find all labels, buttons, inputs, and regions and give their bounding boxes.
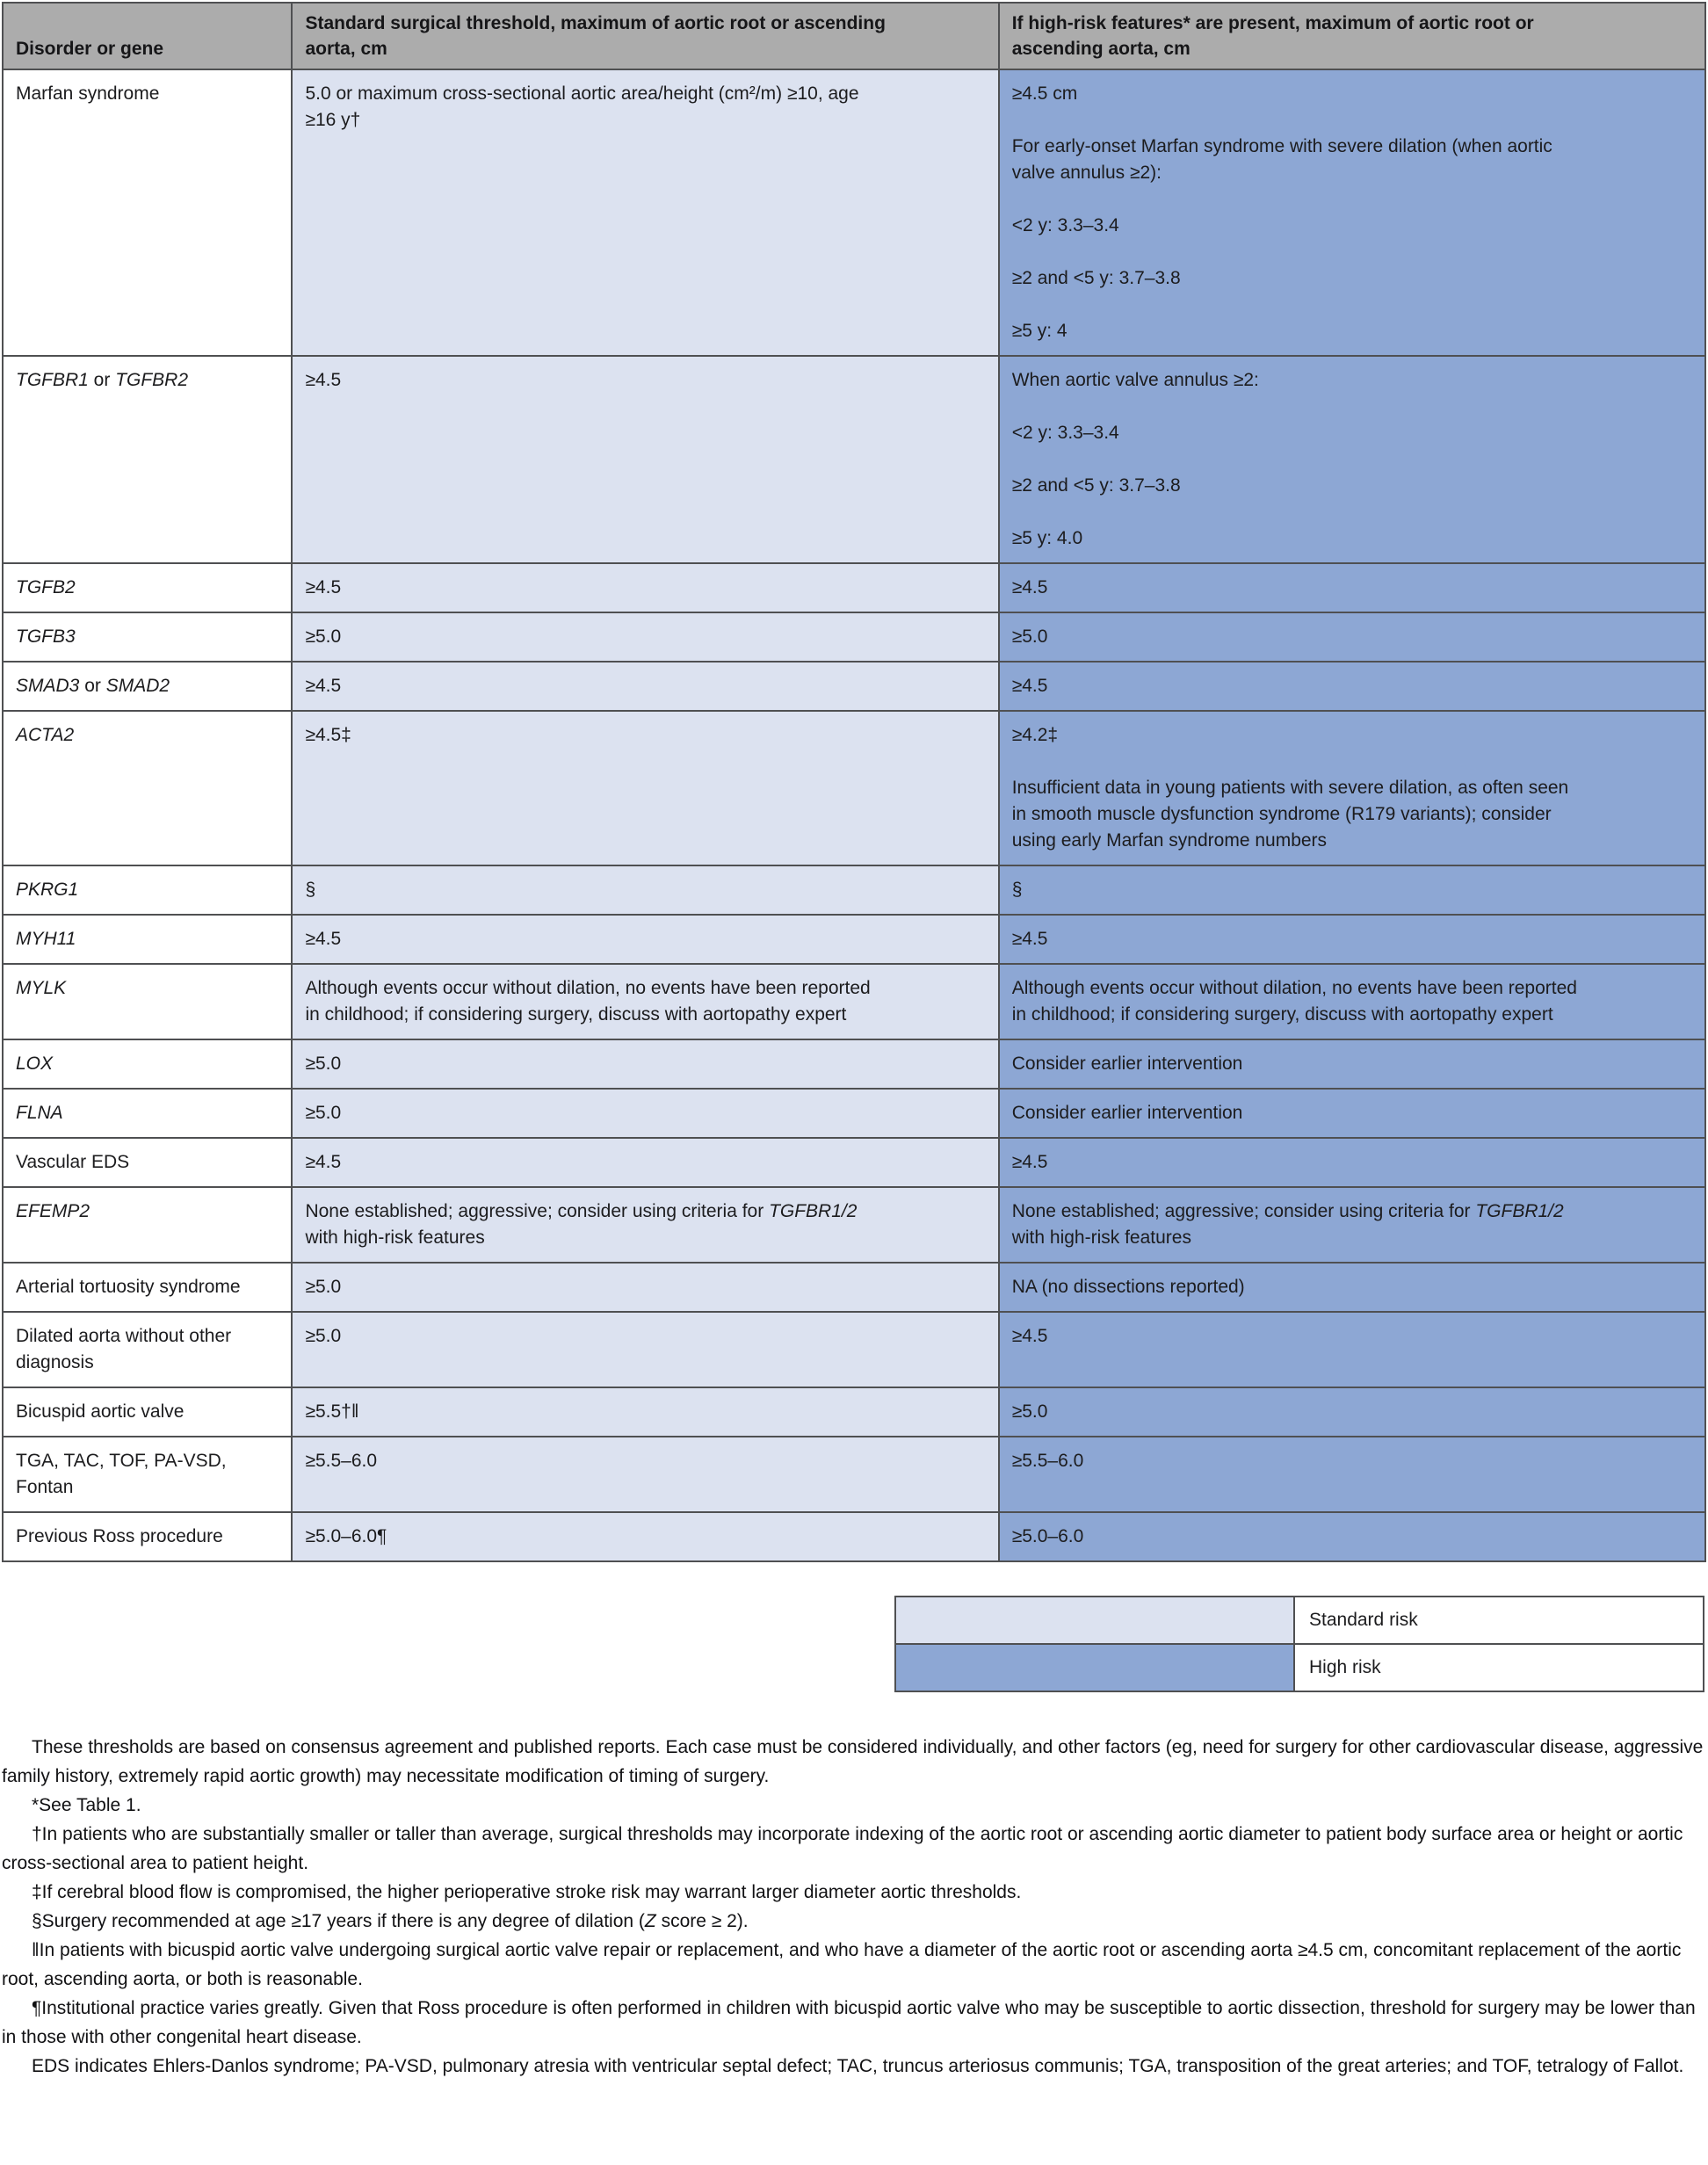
table-row (3, 915, 1705, 964)
footnotes (2, 1733, 1706, 2081)
standard-threshold-cell (292, 662, 998, 711)
legend-row-high (895, 1644, 1704, 1691)
cell-paragraph: § (305, 880, 316, 900)
disorder-cell: ACTA2 (3, 711, 292, 865)
footnote: *See Table 1. (32, 1795, 141, 1815)
standard-threshold-cell (292, 1138, 998, 1187)
disorder-cell: LOX (3, 1039, 292, 1089)
high-risk-cell (999, 1312, 1705, 1387)
disorder-cell: TGFBR1 or TGFBR2 (3, 356, 292, 563)
table-row (3, 1387, 1705, 1437)
cell-paragraph: ≥5.0 (305, 1326, 342, 1346)
table-row (3, 69, 1705, 356)
header-row (3, 3, 1705, 69)
footnote: These thresholds are based on consensus agreement and published reports. Each case must be considered individually, and other factors (eg, need for surgery for other cardiovascular disease, aggressive family history, extremely rapid aortic growth) may necessitate modification of timing of surgery. (2, 1737, 1704, 1786)
cell-paragraph: Insufficient data in young patients with severe dilation, as often seen in smooth muscle dysfunction syndrome (R179 variants); consider using early Marfan syndrome numbers (1011, 778, 1569, 851)
standard-threshold-cell (292, 1039, 998, 1089)
table-row (3, 612, 1705, 662)
table-row (3, 1138, 1705, 1187)
cell-paragraph: ≥4.5 (305, 929, 342, 949)
high-risk-cell (999, 1039, 1705, 1089)
table-row (3, 865, 1705, 915)
table-row (3, 1312, 1705, 1387)
cell-paragraph: ≥4.2‡ (1011, 725, 1059, 745)
table-row (3, 1263, 1705, 1312)
table-row (3, 662, 1705, 711)
high-risk-cell (999, 1437, 1705, 1512)
high-risk-cell (999, 1263, 1705, 1312)
table-row (3, 711, 1705, 865)
standard-threshold-cell (292, 1312, 998, 1387)
footnote: †In patients who are substantially smaller or taller than average, surgical thresholds may incorporate indexing of the aortic root or ascending aortic diameter to patient body surface area or height or aortic cross-sectional area to patient height. (2, 1824, 1683, 1873)
table-row (3, 964, 1705, 1039)
footnote: §Surgery recommended at age ≥17 years if there is any degree of dilation (Z score ≥ 2). (32, 1911, 749, 1931)
standard-threshold-cell (292, 1512, 998, 1561)
standard-threshold-cell (292, 915, 998, 964)
high-risk-cell (999, 69, 1705, 356)
cell-paragraph: ≥5.0–6.0¶ (305, 1526, 387, 1546)
disorder-cell: EFEMP2 (3, 1187, 292, 1263)
table-body (3, 69, 1705, 1561)
cell-paragraph: Consider earlier intervention (1011, 1103, 1243, 1123)
high-risk-cell (999, 563, 1705, 612)
disorder-cell: MYH11 (3, 915, 292, 964)
footnote: ¶Institutional practice varies greatly. Given that Ross procedure is often performed in children with bicuspid aortic valve who may be susceptible to aortic dissection, threshold for surgery may be lower than in those with other congenital heart disease. (2, 1998, 1696, 2047)
standard-threshold-cell (292, 964, 998, 1039)
cell-paragraph: ≥5.0 (305, 626, 342, 647)
high-risk-cell (999, 662, 1705, 711)
legend-row-standard (895, 1597, 1704, 1644)
disorder-cell: Previous Ross procedure (3, 1512, 292, 1561)
cell-paragraph: ≥2 and <5 y: 3.7–3.8 (1011, 475, 1181, 496)
cell-paragraph: ≥5 y: 4 (1011, 321, 1068, 341)
standard-risk-swatch (895, 1597, 1294, 1644)
table-row (3, 356, 1705, 563)
standard-threshold-cell (292, 356, 998, 563)
standard-risk-label: Standard risk (1294, 1597, 1704, 1644)
disorder-cell: Arterial tortuosity syndrome (3, 1263, 292, 1312)
cell-paragraph: ≥5 y: 4.0 (1011, 528, 1083, 548)
high-risk-cell (999, 711, 1705, 865)
standard-threshold-cell (292, 1387, 998, 1437)
cell-paragraph: ≥5.0 (1011, 1401, 1048, 1422)
disorder-cell: TGFB2 (3, 563, 292, 612)
cell-paragraph: NA (no dissections reported) (1011, 1277, 1245, 1297)
cell-paragraph: Consider earlier intervention (1011, 1054, 1243, 1074)
high-risk-cell (999, 612, 1705, 662)
disorder-cell: Bicuspid aortic valve (3, 1387, 292, 1437)
footnote: EDS indicates Ehlers-Danlos syndrome; PA-VSD, pulmonary atresia with ventricular septal defect; TAC, truncus arteriosus communis; TGA, transposition of the great arteries; and TOF, tetralogy of Fallot. (32, 2056, 1684, 2076)
disorder-cell: Vascular EDS (3, 1138, 292, 1187)
disorder-cell: Dilated aorta without other diagnosis (3, 1312, 292, 1387)
table-row (3, 1437, 1705, 1512)
disorder-cell: Marfan syndrome (3, 69, 292, 356)
cell-paragraph: For early-onset Marfan syndrome with severe dilation (when aortic valve annulus ≥2): (1011, 136, 1552, 183)
high-risk-cell (999, 865, 1705, 915)
disorder-cell: PKRG1 (3, 865, 292, 915)
risk-legend (2, 1596, 1706, 1692)
cell-paragraph: ≥5.5†‖ (305, 1401, 359, 1422)
table-row (3, 1039, 1705, 1089)
cell-paragraph: ≥5.0 (1011, 626, 1048, 647)
high-risk-label: High risk (1294, 1644, 1704, 1691)
cell-paragraph: None established; aggressive; consider using criteria for TGFBR1/2 with high-risk features (305, 1201, 858, 1248)
high-risk-cell (999, 1187, 1705, 1263)
cell-paragraph: ≥4.5 cm (1011, 83, 1078, 104)
cell-paragraph: ≥4.5‡ (305, 725, 351, 745)
table-row (3, 1512, 1705, 1561)
cell-paragraph: ≥5.0 (305, 1054, 342, 1074)
cell-paragraph: <2 y: 3.3–3.4 (1011, 423, 1119, 443)
disorder-cell: TGFB3 (3, 612, 292, 662)
high-risk-swatch (895, 1644, 1294, 1691)
cell-paragraph: ≥4.5 (305, 676, 342, 696)
footnote: ‡If cerebral blood flow is compromised, the higher perioperative stroke risk may warrant larger diameter aortic thresholds. (32, 1882, 1022, 1902)
cell-paragraph: ≥5.0–6.0 (1011, 1526, 1084, 1546)
table-row (3, 1089, 1705, 1138)
high-risk-cell (999, 1512, 1705, 1561)
cell-paragraph: None established; aggressive; consider using criteria for TGFBR1/2 with high-risk features (1011, 1201, 1564, 1248)
disorder-cell: TGA, TAC, TOF, PA-VSD, Fontan (3, 1437, 292, 1512)
cell-paragraph: When aortic valve annulus ≥2: (1011, 370, 1259, 390)
header-disorder-or-gene: Disorder or gene (3, 3, 292, 69)
disorder-cell: FLNA (3, 1089, 292, 1138)
cell-paragraph: Although events occur without dilation, no events have been reported in childhood; if considering surgery, discuss with aortopathy expert (1011, 978, 1577, 1025)
cell-paragraph: ≥4.5 (1011, 1326, 1048, 1346)
cell-paragraph: <2 y: 3.3–3.4 (1011, 215, 1119, 235)
cell-paragraph: § (1011, 880, 1023, 900)
table-row (3, 563, 1705, 612)
cell-paragraph: ≥5.5–6.0 (1011, 1451, 1084, 1471)
thresholds-table (2, 2, 1706, 1562)
cell-paragraph: ≥4.5 (1011, 577, 1048, 597)
high-risk-cell (999, 356, 1705, 563)
standard-threshold-cell (292, 711, 998, 865)
cell-paragraph: ≥4.5 (1011, 1152, 1048, 1172)
footnote: ‖In patients with bicuspid aortic valve undergoing surgical aortic valve repair or replacement, and who have a diameter of the aortic root or ascending aorta ≥4.5 cm, concomitant replacement of the aortic root, ascending aorta, or both is reasonable. (2, 1940, 1682, 1989)
high-risk-cell (999, 1138, 1705, 1187)
standard-threshold-cell (292, 612, 998, 662)
standard-threshold-cell (292, 1437, 998, 1512)
standard-threshold-cell (292, 69, 998, 356)
table-row (3, 1187, 1705, 1263)
header-standard-threshold: Standard surgical threshold, maximum of aortic root or ascending aorta, cm (292, 3, 998, 69)
high-risk-cell (999, 915, 1705, 964)
cell-paragraph: ≥4.5 (305, 1152, 342, 1172)
cell-paragraph: ≥4.5 (1011, 929, 1048, 949)
high-risk-cell (999, 1387, 1705, 1437)
standard-threshold-cell (292, 1187, 998, 1263)
header-high-risk-threshold: If high-risk features* are present, maximum of aortic root or ascending aorta, cm (999, 3, 1705, 69)
cell-paragraph: ≥4.5 (1011, 676, 1048, 696)
standard-threshold-cell (292, 563, 998, 612)
cell-paragraph: ≥4.5 (305, 577, 342, 597)
cell-paragraph: 5.0 or maximum cross-sectional aortic area/height (cm²/m) ≥10, age ≥16 y† (305, 83, 859, 130)
standard-threshold-cell (292, 865, 998, 915)
high-risk-cell (999, 1089, 1705, 1138)
high-risk-cell (999, 964, 1705, 1039)
cell-paragraph: ≥5.0 (305, 1103, 342, 1123)
cell-paragraph: ≥2 and <5 y: 3.7–3.8 (1011, 268, 1181, 288)
disorder-cell: MYLK (3, 964, 292, 1039)
disorder-cell: SMAD3 or SMAD2 (3, 662, 292, 711)
cell-paragraph: ≥4.5 (305, 370, 342, 390)
cell-paragraph: ≥5.5–6.0 (305, 1451, 378, 1471)
table-header (3, 3, 1705, 69)
cell-paragraph: ≥5.0 (305, 1277, 342, 1297)
standard-threshold-cell (292, 1263, 998, 1312)
standard-threshold-cell (292, 1089, 998, 1138)
cell-paragraph: Although events occur without dilation, no events have been reported in childhood; if considering surgery, discuss with aortopathy expert (305, 978, 871, 1025)
